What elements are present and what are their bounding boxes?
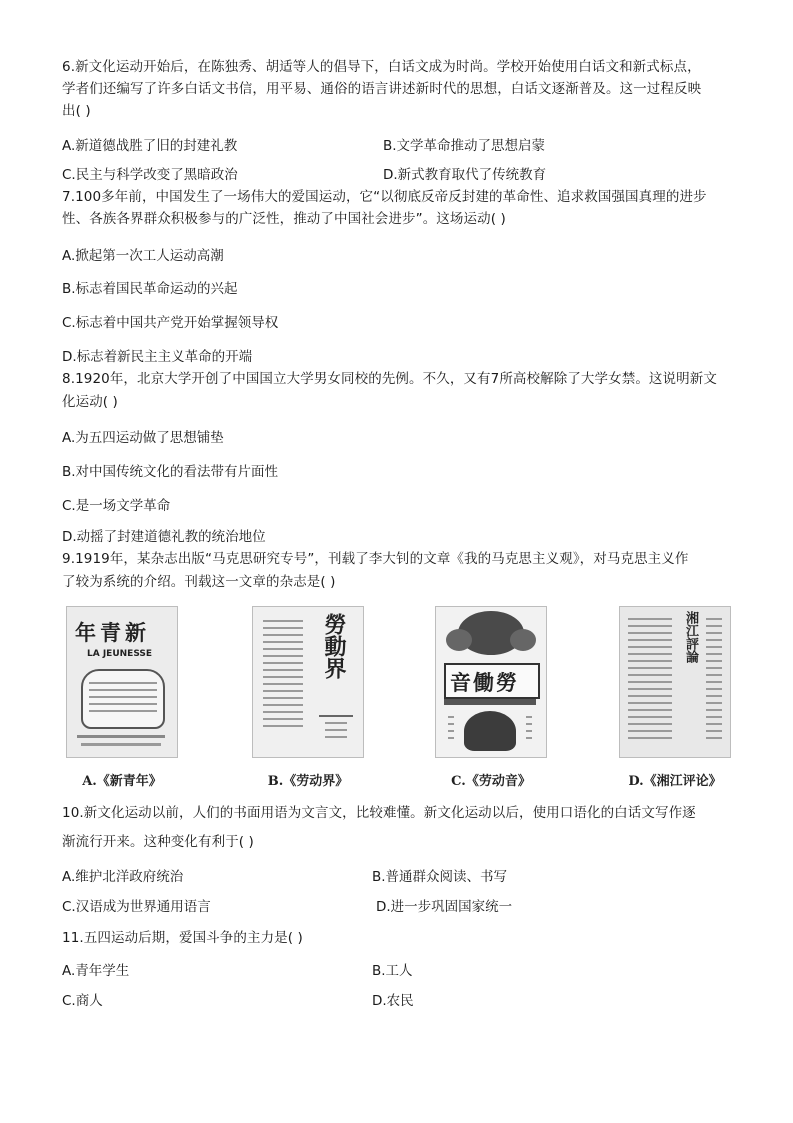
q10-stem-line-2: 渐流行开来。这种变化有利于( ) [62, 834, 254, 850]
q8-stem-line-2: 化运动( ) [62, 394, 118, 410]
q11-option-a[interactable]: A.青年学生 [62, 963, 130, 979]
q6-option-c[interactable]: C.民主与科学改变了黑暗政治 [62, 167, 238, 183]
q8-option-d[interactable]: D.动摇了封建道德礼教的统治地位 [62, 529, 266, 545]
masthead-text: 勞動界 [321, 613, 347, 679]
masthead-text: 湘江評論 [683, 611, 698, 663]
q11-option-c[interactable]: C.商人 [62, 993, 103, 1009]
q9-figure-row [62, 606, 742, 796]
q9-caption-b: B.《劳动界》 [267, 774, 349, 789]
q8-stem-line-1: 8.1920年，北京大学开创了中国国立大学男女同校的先例。不久，又有7所高校解除了大学女禁。这说明新文 [62, 371, 717, 387]
q11-option-b[interactable]: B.工人 [372, 963, 413, 979]
q6-stem-line-2: 学者们还编写了许多白话文书信，用平易、通俗的语言讲述新时代的思想，白话文逐渐普及。这一过程反映 [62, 81, 702, 97]
q6-option-a[interactable]: A.新道德战胜了旧的封建礼教 [62, 138, 238, 154]
masthead-subtitle: LA JEUNESSE [87, 649, 153, 659]
q9-caption-d: D.《湘江评论》 [628, 774, 722, 789]
magazine-cover-xiangjiangpinglun [619, 606, 731, 758]
q7-stem-line-2: 性、各族各界群众积极参与的广泛性，推动了中国社会进步”。这场运动( ) [62, 211, 506, 227]
q6-stem-line-1: 6.新文化运动开始后，在陈独秀、胡适等人的倡导下，白话文成为时尚。学校开始使用白话文和新式标点， [62, 59, 701, 75]
magazine-cover-xinqingnian [66, 606, 178, 758]
q7-option-c[interactable]: C.标志着中国共产党开始掌握领导权 [62, 315, 279, 331]
magazine-cover-laodongyin [435, 606, 547, 758]
q9-stem-line-1: 9.1919年，某杂志出版“马克思研究专号”，刊载了李大钊的文章《我的马克思主义观》，对马克思主义作 [62, 551, 689, 567]
q10-option-c[interactable]: C.汉语成为世界通用语言 [62, 899, 211, 915]
masthead-text: 年青新 [75, 620, 150, 645]
q7-option-b[interactable]: B.标志着国民革命运动的兴起 [62, 281, 238, 297]
q9-figure-a[interactable] [62, 606, 182, 789]
q10-option-a[interactable]: A.维护北洋政府统治 [62, 869, 184, 885]
q6-option-d[interactable]: D.新式教育取代了传统教育 [383, 167, 547, 183]
q9-figure-d[interactable] [615, 606, 735, 789]
q8-option-b[interactable]: B.对中国传统文化的看法带有片面性 [62, 464, 279, 480]
q11-option-d[interactable]: D.农民 [372, 993, 414, 1009]
q9-figure-b[interactable] [248, 606, 368, 789]
q7-option-d[interactable]: D.标志着新民主主义革命的开端 [62, 349, 253, 365]
q9-stem-line-2: 了较为系统的介绍。刊载这一文章的杂志是( ) [62, 574, 336, 590]
q6-stem-line-3: 出( ) [62, 103, 91, 119]
q7-option-a[interactable]: A.掀起第一次工人运动高潮 [62, 248, 224, 264]
q7-stem-line-1: 7.100多年前，中国发生了一场伟大的爱国运动，它“以彻底反帝反封建的革命性、追求救国强国真理的进步 [62, 189, 707, 205]
q9-caption-c: C.《劳动音》 [451, 774, 531, 789]
q6-option-b[interactable]: B.文学革命推动了思想启蒙 [383, 138, 546, 154]
cover-emblem [81, 669, 165, 729]
masthead-text: 音働勞 [450, 670, 519, 695]
q8-option-c[interactable]: C.是一场文学革命 [62, 498, 171, 514]
q9-caption-a: A.《新青年》 [82, 774, 162, 789]
q8-option-a[interactable]: A.为五四运动做了思想铺垫 [62, 430, 224, 446]
magazine-cover-laodongjie [252, 606, 364, 758]
q10-option-d[interactable]: D.进一步巩固国家统一 [376, 899, 513, 915]
q10-stem-line-1: 10.新文化运动以前，人们的书面用语为文言文，比较难懂。新文化运动以后，使用口语化的白话文写作逐 [62, 805, 696, 821]
q10-option-b[interactable]: B.普通群众阅读、书写 [372, 869, 508, 885]
q11-stem-line-1: 11.五四运动后期，爱国斗争的主力是( ) [62, 930, 303, 946]
q9-figure-c[interactable] [431, 606, 551, 789]
